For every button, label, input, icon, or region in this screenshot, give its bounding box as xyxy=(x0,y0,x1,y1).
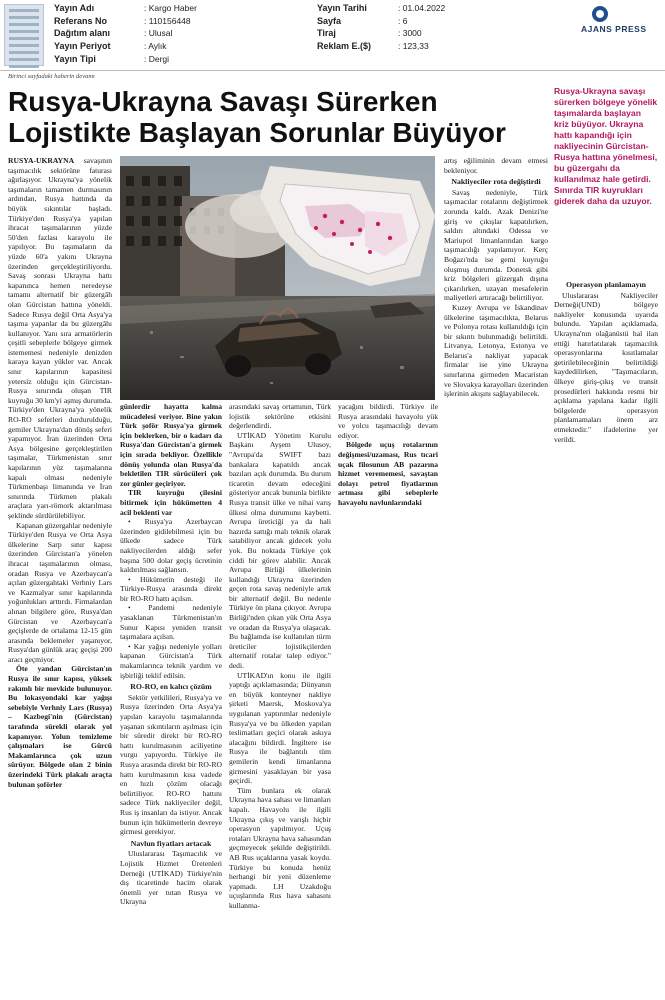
col1-paragraph-3: Öte yandan Gürcistan'ın Rusya ile sınır kapısı, yüksek rakımlı bir mevkide bulunuyor. Bu lokasyondaki kar yağışı sebebiyle Verhniy Lars (Rusya) – Kazbegi'nin (Gürcistan) tarafında sürekli olarak yol kapanıyor. Yolun temizleme çalışmaları ise Gürcü Makamlarınca çok uzun sürüyor. Bölgede olan 2 binin üzerindeki Türk plakalı araçta bulunan şoförler xyxy=(8,664,112,789)
col2-subheading-freight: Navlun fiyatları artacak xyxy=(130,838,212,848)
col1-paragraph-2: Kapanan güzergahlar nedeniyle Türkiye'den Rusya ve Orta Asya ülkelerine Sarp sınır kapısı üzerinden Gürcistan'a yönelen ihracat taşımalarının olması, oradan Rusya ve Azerbaycan'a açılan güzergahtaki Verhniy Lars ve Kazmalyar sınır kapılarında yoğunlukları arttırdı. Firmalardan alınan bilgilere göre, Rusya'dan Gürcistan ve Azerbaycan'a geçişlerde de ortalama 12-15 gün arasında beklemeler yaşanıyor, Rusya'dan günlük araç geçişi 200 aracı geçmiyor. xyxy=(8,520,112,664)
meta-label-distribution: Dağıtım alanı xyxy=(54,28,111,38)
page-thumbnail xyxy=(4,4,44,66)
meta-label-type: Yayın Tipi xyxy=(54,54,96,64)
article-column-6 xyxy=(554,278,658,578)
col2-paragraph-4: Uluslararası Taşımacılık ve Lojistik Hizmet Üretenleri Derneği (UTİKAD) Türkiye'nin dış ticaretinde hacim olarak önemli yer tutan Rusya ve Ukrayna xyxy=(120,849,222,907)
meta-value-circulation: : 3000 xyxy=(398,28,422,38)
col2-subheading-roro: RO-RO, en kalıcı çözüm xyxy=(130,682,212,692)
col5-subheading-routes: Nakliyeciler rota değiştirdi xyxy=(451,177,541,187)
col3-paragraph-2: UTİKAD Yönetim Kurulu Başkanı Ayşem Ulusoy, "Avrupa'da SWIFT bazı bankalara kapatıldı ancak bazıları açık durumda. Bu durum ticaretin devam edeceğini gösteriyor ancak bununla birlikte Rusya transit ülke ve nihai varış ülkesi olma durumunu kaybetti. Avrupa üreticiği ya da hali hazırda sattığı malı teknik olarak satabiliyor ancak gidecek yolu yok. Bu noktada Türkiye çok ciddi bir görev alabilir. Ancak Avrupa Birliği ülkelerinin kullandığı Ukrayna üzerinden geçen rota savaş nedeniyle artık bir alternatif değil. Bu nedenle Türkiye ön plana çıkıyor. Avrupa Birliği'nden çıkan yük Orta Asya ve oradan da Rusya'ya ulaşacak. Bu bağlamda ise kullanılan türm üreticiler lojistikçilerden alternatif rotalar talep ediyor." dedi. xyxy=(229,430,331,671)
col6-paragraph-1: Uluslararası Nakliyeciler Derneği(UND) bölgeye nakliyeler konusunda uyarıda bulundu. Yapılan açıklamada, Ukrayna'nın olağanüstü hal ilan ettiği hatırlatılarak taşımacılık operasyonlarına kısıtlamalar getirilebileceğinin belirtildiği kaydedilirken, "Taşımacıların, ülkeye giriş-çıkış ve transit prosedürleri hakkında resmi bir açıklama yapılana kadar ilgili bölgelerde operasyon planlamamaları önem arz etmektedir." ifadelerine yer verildi. xyxy=(554,290,658,444)
ajans-press-logo-icon xyxy=(592,6,608,22)
meta-value-page: : 6 xyxy=(398,16,408,26)
col5-paragraph-3: Savaş nedeniyle, Türk taşımacılar rotalarını değiştirmek zorunda kaldı. Azak Denizi'ne giriş ve çıkışlar kapatılırken, saldırı altındaki Odessa ve Mariupol limanlarından kargo taşımacılığı yapılamıyor. Kerç Boğazı'nda ise gemi kuyruğu oluşmuş durumda. Donetsk gibi kriz bölgeleri güzergah dışına çıkarılırken, uzayan mesafelerin maliyetleri artıracağı belirtiliyor. xyxy=(444,187,548,303)
article-kicker: Birinci sayfadaki haberin devamı xyxy=(8,73,95,80)
clipping-header xyxy=(0,0,665,70)
lead-word: RUSYA-UKRAYNA xyxy=(8,156,75,165)
meta-label-publication: Yayın Adı xyxy=(54,3,95,13)
meta-value-ad-value: : 123,33 xyxy=(398,41,429,51)
col3-paragraph-4: Tüm bunlara ek olarak Ukrayna hava sahası ve limanları kapalı. Havayolu ile ilgili Ukrayna çıkış ve varışlı hiçbir operasyon yapılmıyor. Uçuş rotaları Ukrayna hava sahasından geçmeyecek şekilde değiştirildi. AB Rus uçaklarına yasak koydu. Türkiye bu konuda henüz herhangi bir yeni düzenleme yapmadı. LH Uzakdoğu uçuşlarında Rus hava sahasını kullanma- xyxy=(229,785,331,910)
meta-value-publication: : Kargo Haber xyxy=(144,3,197,13)
meta-label-circulation: Tiraj xyxy=(317,28,336,38)
col2-paragraph-3: Sektör yetkilileri, Rusya'ya ve Rusya üzerinden Orta Asya'ya yapılan karayolu taşımalarında yaşanan sıkıntıların aşılması için bir süredir direkt bir RO-RO hattı kurulmasının aciliyetine vurgu yapıyordu. Türkiye ile Rusya arasında direkt bir RO-RO hattı kurulmasının kısa vadede en hızlı çözüm olacağı belirtiliyor. RO-RO hattını sadece Türk nakliyeciler değil, Rus iş insanları da istiyor. Ancak bunun için hükümetlerin devreye girmesi gerekiyor. xyxy=(120,692,222,837)
col2-bullet-1: • Rusya'ya Azerbaycan üzerinden gidilebilmesi için bu ülkede sadece Türk nakliyecilerden aldığı sefer başına 500 dolar geçiş ücretinin kaldırılması sağlansın. xyxy=(120,517,222,575)
article-column-1 xyxy=(8,156,112,992)
header-divider xyxy=(0,70,665,71)
article-column-3 xyxy=(229,402,331,992)
col5-paragraph-4: Kuzey Avrupa ve İskandinav ülkelerine taşımacılıkta, Belarus ve Polonya rotası kullanıldığı için bir sıkıntı bulunmadığı belirtildi. Litvanya, Letonya, Estonya ve Belarus'a nakliyat yapacak firmalar ise yine Ukrayna sınırlarına girmeden Macaristan ve Slovakya karayolları üzerinden işlerinin akışını sağlayabilecek. xyxy=(444,302,548,399)
col4-paragraph-1: yacağını bildirdi. Türkiye ile Rusya arasındaki havayolu yük ve yolcu taşımacılığı devam ediyor. xyxy=(338,402,438,440)
meta-label-page: Sayfa xyxy=(317,16,342,26)
col3-paragraph-3: UTİKAD'ın konu ile ilgili yaptığı açıklamasında; Dünyanın en büyük konteyner nakliye şirketi Maersk, Moskova'ya uygulanan yaptırımlar nedeniyle Rusya'ya ve bu ülkeden yapılan teslimatları geçici olarak askıya alacağını bildirdi. İngiltere ise Rusya ile bağlantılı tüm gemilerin kendi limanlarına girmesini yasaklayan bir yasa geçirdi. xyxy=(229,670,331,786)
meta-value-reference: : 110156448 xyxy=(144,16,191,26)
col2-bullet-2: • Hükümetin desteği ile Türkiye-Rusya arasında direkt bir RO-RO hattı açılsın. xyxy=(120,574,222,603)
col2-paragraph-1: günlerdir hayatta kalma mücadelesi veriyor. Bine yakın Türk şoför Rusya'ya girmek için beklerken, bir o kadarı da Rusya'dan Gürcistan'a girmek için sırada bekliyor. Özellikle dönüş yolunda olan Rusya'da bekletilen TIR sürücüleri çok zor günler geçiriyor. xyxy=(120,402,222,488)
col2-bullet-3: • Pandemi nedeniyle yasaklanan Türkmenistan'ın Sunur Kapısı yeniden transit taşımalara açılsın. xyxy=(120,603,222,642)
article-column-4 xyxy=(338,402,438,522)
meta-label-date: Yayın Tarihi xyxy=(317,3,367,13)
col6-subheading-operations: Operasyon planlamayın xyxy=(566,280,646,289)
article-column-2 xyxy=(120,402,222,992)
col1-paragraph-1: savaşının taşımacılık sektörüne faturası ağırlaşıyor. Ukrayna'ya yönelik taşımaların tamamen durmasının ardından, Rusya hattında da büyük sıkıntılar başladı. Türkiye'den Rusya'ya yapılan ihracat taşımalarının yüzde 50'den fazlası karayolu ile yapılıyor. Bu taşımaların da yüzde 60'a yakını Ukrayna üzerinden gerçekleştiriliyordu. Savaş sonrası Ukrayna hattı kapanınca hemen neredeyse tamamı alternatif bir güzergâh olan Gürcistan hattına yöneldi. Sadece Rusya değil Orta Asya'ya taşıma yapanlar da bu güzergâhı kullanıyor. Yanı sıra armatörlerin çeşitli sebeplerle bölgeye girmek istememesi nedeniyle denizden karaya kayan yükler var. Ancak sınır kapılarının kapasitesi yetersiz olduğu için Gürcistan-Rusya sınırında oluşan TIR kuyruğu 30 km'yi aşmış durumda. Türkiye'den Ukrayna'ya yönelik RO-RO seferleri durdurulduğu, gemiler Ukrayna'dan dönüş seferi yapamıyor. İran üzerinden Orta Asya bölgesine gerçekleştirilen taşımalar, Türkmenistan sınır kapılarının yüz taşımalarına kapalı olması nedeniyle Türkmenbaşı limanında ve İran sınırında Türkmen plakalı araçlara yarı-römork aktarılması şeklinde sürdürülebiliyor. xyxy=(8,156,112,520)
meta-label-reference: Referans No xyxy=(54,16,108,26)
col5-paragraph-1: artış eğiliminin devam etmesi bekleniyor. xyxy=(444,156,548,175)
war-damage-photo xyxy=(120,156,435,400)
meta-label-period: Yayın Periyot xyxy=(54,41,111,51)
col2-bullet-4: • Kar yağışı nedeniyle yolları kapanan Gürcistan'a Türk makamlarınca teknik yardım ve işbirliği teklif edilsin. xyxy=(120,641,222,680)
col4-paragraph-2: Bölgede uçuş rotalarının değişmesi/uzaması, Rus tıcari uçak filosunun AB pazarına hizmet verememesi, savaştan dolayı petrol fiyatlarının artması gibi sebeplerle havayolu navlunlarındaki xyxy=(338,440,438,507)
meta-value-date: : 01.04.2022 xyxy=(398,3,446,13)
meta-label-ad-value: Reklam E.($) xyxy=(317,41,372,51)
ajans-press-logo-text: AJANS PRESS xyxy=(581,24,647,34)
article-headline: Rusya-Ukrayna Savaşı Sürerken Lojistikte Başlayan Sorunlar Büyüyor xyxy=(8,86,506,148)
col2-paragraph-2: TIR kuyruğu çilesini bitirmek için hükümetten 4 acil beklenti var xyxy=(120,488,222,517)
meta-value-type: : Dergi xyxy=(144,54,170,64)
meta-value-period: : Aylık xyxy=(144,41,167,51)
article-column-5 xyxy=(444,156,548,522)
col3-paragraph-1: arasındaki savaş ortamının, Türk lojistik sektörüne etkisini değerlendirdi. xyxy=(229,402,331,431)
sidebar-pull-quote: Rusya-Ukrayna savaşı sürerken bölgeye yönelik taşımalarda başlayan kriz büyüyor. Ukrayna hattı kapandığı için nakliyecinin Gürcistan- Rusya hattına yönelmesi, bu güzergahı da kullanılmaz hale getirdi. Sınırda TIR kuyrukları giderek daha da uzuyor. xyxy=(554,86,658,206)
meta-value-distribution: : Ulusal xyxy=(144,28,173,38)
